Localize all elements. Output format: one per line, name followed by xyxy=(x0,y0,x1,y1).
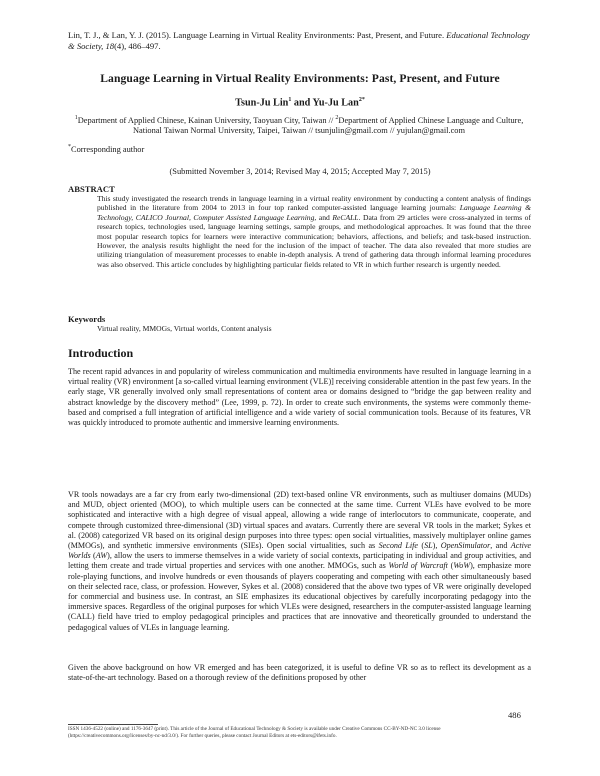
abstract-journals: Language Learning & Technology, CALICO Journal, Computer Assisted Language Learning, xyxy=(97,203,531,222)
p2-part-a: VR tools nowadays are a far cry from early two-dimensional (2D) text-based online VR environments, such as multiuser domains (MUDs) and MUD, object oriented (MOO), to which multiple users can be connected at the same time. Current VLEs have evolved to be more sophisticated and interactive with a high degree of visual appeal, allowing a wide range of interlocutors to communicate, cooperate, and compete through customized three-dimensional (3D) virtual spaces and avatars. Currently there are several VR tools in the market; Sykes et al. (2008) categorized VR based on its original design purposes into three types: open social virtualities, massively multiplayer online games (MMOGs), and synthetic immersive environments (SIEs). Open social virtualities, such as xyxy=(68,490,531,551)
p2-wow-abbr: WoW xyxy=(453,561,471,571)
abstract-body xyxy=(97,194,531,269)
affil-text-2: Department of Applied Chinese Language and Culture, National Taiwan Normal University, Taipei, Taiwan // tsunjulin@gmail.com // yujulan@gmail.com xyxy=(132,115,524,136)
introduction-heading: Introduction xyxy=(68,346,134,360)
abstract-part-2: . Data from 29 articles were cross-analyzed in terms of research topics, technologies used, language learning settings, sample groups, and methodological approaches. It was found that the three most popular research topics for learners were interactive communication; behaviors, affections, and beliefs; and task-based instruction. However, the analysis results highlight the need for the inclusion of the impact of teacher. The data also revealed that more studies are utilizing triangulation of measurement processes to enable in-depth analysis. A trend of gathering data through informal learning procedures was also observed. This article concludes by highlighting particular fields related to VR in which further research is urgently needed. xyxy=(97,212,531,269)
footer-license: ISSN 1436-4522 (online) and 1176-3647 (print). This article of the Journal of Educational Technology & Society is available under Creative Commons CC-BY-ND-NC 3.0 license (https://creativecommons.org/licenses/by-nc-nd/3.0/). For further queries, please contact Journal Editors at ets-editors@ifets.info. xyxy=(68,726,441,739)
paper-title: Language Learning in Virtual Reality Environments: Past, Present, and Future xyxy=(100,72,500,85)
abstract-recall: ReCALL xyxy=(332,212,359,222)
citation-issue-pages: (4), 486–497. xyxy=(114,41,161,51)
affiliations xyxy=(68,113,530,137)
p2-aw: AW xyxy=(95,551,108,561)
affil-sup-1: 1 xyxy=(74,115,78,121)
abstract-heading: ABSTRACT xyxy=(68,184,115,194)
p2-part-c: ), emphasize more role-playing functions, and involve hundreds or even thousands of players cooperating and competing with each other simultaneously based on their selected race, class, or profession. However, Sykes et al. (2008) considered that the above two types of VR were originally developed for commercial and business use. In contrast, an SIE emphasizes its educational objectives by carefully incorporating pedagogy into the immersive spaces. Regardless of the original purposes for which VLEs were designed, researchers in the computer-assisted language learning (CALL) field have tried to employ pedagogical principles and practices that are innovative and theoretically grounded to understand the pedagogical values of VLEs in language learning. xyxy=(68,561,532,632)
intro-paragraph-1: The recent rapid advances in and popularity of wireless communication and multimedia environments have resulted in language learning in a virtual reality (VR) environment [a so-called virtual learning environment (VLE)] receiving considerable attention in the past few years. In the early stage, VR generally involved only small representations of content area or domains designed to “bridge the gap between reality and abstract knowledge by the discovery method” (Lee, 1999, p. 72). In order to create such environments, the systems were commonly theme-based and comprised a full integration of artificial intelligence and a wide variety of social communication tools. Because of its features, VR was quickly introduced to promote authentic and immersive learning environments. xyxy=(68,367,531,428)
submission-dates: (Submitted November 3, 2014; Revised May 4, 2015; Accepted May 7, 2015) xyxy=(169,167,431,176)
affil-text-1: Department of Applied Chinese, Kainan University, Taoyuan City, Taiwan // xyxy=(77,115,336,125)
keywords-heading: Keywords xyxy=(68,314,106,324)
author-and: and xyxy=(291,97,313,109)
p2-wow: World of Warcraft xyxy=(388,561,448,571)
p2-second-life: Second Life xyxy=(378,541,418,551)
keywords-text: Virtual reality, MMOGs, Virtual worlds, Content analysis xyxy=(97,324,272,333)
abstract-and: and xyxy=(316,212,333,222)
p2-opensim: OpenSimulator xyxy=(440,541,491,551)
p2-part-b: ), allow the users to immerse themselves in a wide variety of social contexts, participating in individual and group activities, and letting them create and trade virtual properties and services with one another. MMOGs, such as xyxy=(68,551,531,571)
citation-text: Lin, T. J., & Lan, Y. J. (2015). Language Learning in Virtual Reality Environments: Past, Present, and Future. xyxy=(68,30,445,40)
author-2-sup: 2* xyxy=(358,97,365,103)
page-number: 486 xyxy=(508,710,521,720)
p2-active-worlds: Active Worlds xyxy=(68,541,531,561)
p2-sl: SL xyxy=(424,541,433,551)
corr-text: Corresponding author xyxy=(71,144,145,154)
corresponding-author xyxy=(68,144,144,154)
intro-paragraph-3: Given the above background on how VR emerged and has been categorized, it is useful to define VR so as to reflect its development as a state-of-the-art technology. Based on a thorough review of the definitions proposed by other xyxy=(68,663,531,683)
abstract-part-1: This study investigated the research trends in language learning in a virtual reality environment by conducting a content analysis of findings published in the literature from 2004 to 2013 in four top ranked computer-assisted language learning journals: xyxy=(97,194,531,213)
author-line xyxy=(60,97,540,108)
affil-sup-2: 2 xyxy=(335,115,339,121)
citation-header xyxy=(68,30,538,52)
citation-journal: Educational Technology & Society, 18 xyxy=(68,30,530,51)
corr-sup: * xyxy=(68,144,71,150)
author-2: Yu-Ju Lan xyxy=(312,97,359,109)
author-1: Tsun-Ju Lin xyxy=(235,97,289,109)
author-1-sup: 1 xyxy=(288,97,292,103)
intro-paragraph-2: VR tools nowadays are a far cry from early two-dimensional (2D) text-based online VR environments, such as multiuser domains (MUDs) and MUD, object oriented (MOO), to which multiple users can be connected at the same time. Current VLEs have evolved to be more sophisticated and interactive with a high degree of visual appeal, allowing a wide range of interlocutors to communicate, cooperate, and compete through customized three-dimensional (3D) virtual spaces and avatars. Currently there are several VR tools in the market; Sykes et al. (2008) categorized VR based on its original design purposes into three types: open social virtualities, massively multiplayer online games (MMOGs), and synthetic immersive environments (SIEs). Open social virtualities, such as Second Life (SL), OpenSimulator, and Active Worlds (AW), allow the users to immerse themselves in a wide variety of social contexts, participating in individual and group activities, and letting them create and trade virtual properties and services with one another. MMOGs, such as World of Warcraft (WoW), emphasize more role-playing functions, and involve hundreds or even thousands of players cooperating and competing with each other simultaneously based on their selected race, class, or profession. However, Sykes et al. (2008) considered that the above two types of VR were originally developed for commercial and business use. In contrast, an SIE emphasizes its educational objectives by carefully incorporating pedagogy into the immersive spaces. Regardless of the original purposes for which VLEs were designed, researchers in the computer-assisted language learning (CALL) field have tried to employ pedagogical principles and practices that are innovative and theoretically grounded to understand the pedagogical values of VLEs in language learning. xyxy=(68,490,532,632)
footer-divider xyxy=(68,724,158,725)
